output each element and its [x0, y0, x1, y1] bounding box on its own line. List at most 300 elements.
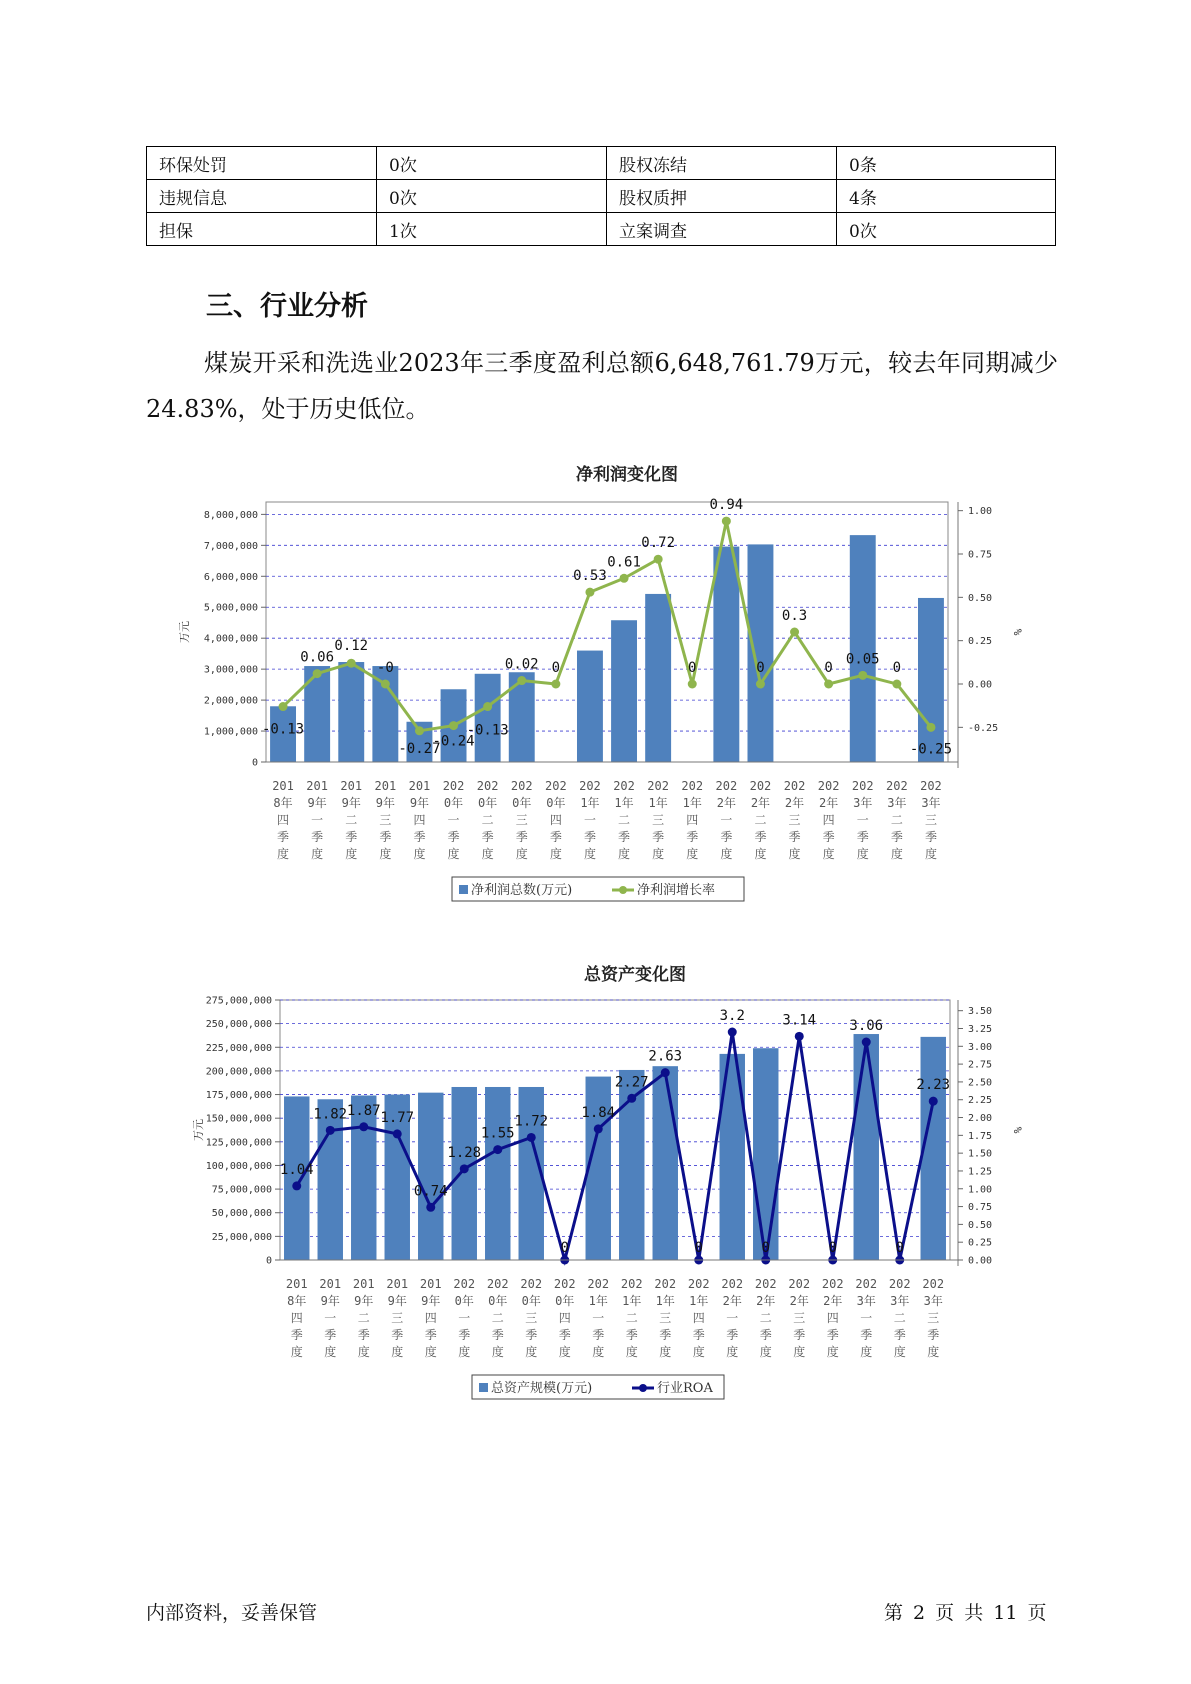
x-tick-label: 四	[277, 813, 290, 827]
y-axis-title: 万元	[192, 1119, 205, 1141]
y2-tick-label: 1.50	[968, 1148, 993, 1160]
x-tick-label: 季	[856, 830, 869, 844]
bar	[418, 1093, 443, 1260]
y-tick-label: 100,000,000	[205, 1160, 272, 1172]
x-tick-label: 1年	[580, 796, 600, 810]
x-tick-label: 季	[686, 830, 699, 844]
legend-bar-label: 净利润总数(万元)	[471, 883, 573, 898]
series-point	[460, 1164, 469, 1173]
x-tick-label: 8年	[273, 796, 293, 810]
x-tick-label: 度	[860, 1345, 873, 1359]
data-label: 0.3	[781, 608, 808, 624]
x-tick-label: 201	[285, 1277, 308, 1291]
data-label: 1.72	[514, 1113, 549, 1130]
data-label: 0	[895, 1240, 904, 1256]
x-tick-label: 一	[311, 813, 324, 827]
x-tick-label: 3年	[853, 796, 873, 810]
x-tick-label: 一	[860, 1311, 873, 1325]
y2-tick-label: 1.25	[968, 1166, 993, 1178]
x-tick-label: 季	[720, 830, 733, 844]
section-title: 三、行业分析	[206, 291, 368, 322]
x-tick-label: 季	[558, 1328, 571, 1342]
y2-tick-label: 2.75	[968, 1059, 993, 1071]
data-label: 0	[688, 660, 697, 676]
x-tick-label: 度	[549, 847, 562, 861]
series-point	[722, 517, 731, 526]
x-tick-label: 三	[515, 813, 528, 827]
y2-tick-label: 0.00	[968, 679, 993, 691]
footer-confidential-note: 内部资料，妥善保管	[146, 1602, 318, 1624]
total-assets-chart	[0, 952, 1191, 1422]
y-tick-label: 75,000,000	[211, 1184, 272, 1196]
series-point	[279, 702, 288, 711]
x-tick-label: 202	[545, 779, 567, 793]
data-label: 3.06	[849, 1018, 884, 1035]
y-tick-label: 3,000,000	[203, 664, 258, 676]
x-tick-label: 度	[515, 847, 528, 861]
x-tick-label: 度	[618, 847, 631, 861]
series-point	[688, 680, 697, 689]
data-label: 1.84	[581, 1104, 616, 1121]
series-point	[415, 726, 424, 735]
x-tick-label: 202	[579, 779, 601, 793]
data-label: 0	[824, 660, 833, 676]
data-label: 1.87	[346, 1102, 381, 1119]
data-label: 1.28	[447, 1144, 482, 1161]
x-tick-label: 季	[793, 1328, 806, 1342]
series-point	[926, 723, 935, 732]
x-tick-label: 202	[920, 779, 942, 793]
x-tick-label: 二	[481, 813, 494, 827]
y2-tick-label: 1.00	[968, 1184, 993, 1196]
info-table-value-cell: 0次	[377, 147, 607, 180]
series-point	[381, 680, 390, 689]
x-tick-label: 202	[647, 779, 669, 793]
y-tick-label: 6,000,000	[203, 571, 258, 583]
x-tick-label: 二	[357, 1311, 370, 1325]
x-tick-label: 1年	[682, 796, 702, 810]
x-tick-label: 二	[754, 813, 767, 827]
legend-bar-swatch	[459, 885, 468, 894]
x-tick-label: 202	[788, 1277, 811, 1291]
x-tick-label: 季	[277, 830, 290, 844]
y2-tick-label: 0.50	[968, 1219, 993, 1231]
x-tick-label: 0年	[512, 796, 532, 810]
x-tick-label: 3年	[887, 796, 907, 810]
x-tick-label: 9年	[320, 1294, 340, 1308]
x-tick-label: 2年	[784, 796, 805, 810]
analysis-paragraph: 煤炭开采和洗选业2023年三季度盈利总额6,648,761.79万元，较去年同期减少24.83%，处于历史低位。	[146, 349, 1058, 423]
y-tick-label: 25,000,000	[211, 1231, 272, 1243]
series-point	[620, 574, 629, 583]
series-point	[728, 1028, 737, 1037]
y2-tick-label: 0.25	[968, 636, 993, 648]
series-point	[527, 1133, 536, 1142]
x-tick-label: 202	[754, 1277, 777, 1291]
data-label: 2.63	[648, 1048, 683, 1065]
x-tick-label: 度	[357, 1345, 370, 1359]
x-tick-label: 度	[856, 847, 869, 861]
series-point	[426, 1203, 435, 1212]
x-tick-label: 202	[520, 1277, 543, 1291]
data-label: 0	[761, 1240, 770, 1256]
x-tick-label: 度	[659, 1345, 672, 1359]
x-tick-label: 1年	[648, 796, 668, 810]
legend-bar-swatch	[479, 1383, 488, 1392]
info-table-label-cell: 担保	[147, 213, 377, 246]
x-tick-label: 度	[311, 847, 324, 861]
x-tick-label: 度	[788, 847, 801, 861]
x-tick-label: 季	[754, 830, 767, 844]
series-point	[347, 659, 356, 668]
x-tick-label: 1年	[588, 1294, 608, 1308]
chart-title: 净利润变化图	[576, 465, 678, 485]
x-tick-label: 三	[652, 813, 665, 827]
x-tick-label: 3年	[921, 796, 941, 810]
x-tick-label: 季	[583, 830, 596, 844]
series-point	[449, 721, 458, 730]
data-label: 1.77	[380, 1109, 415, 1126]
x-tick-label: 202	[486, 1277, 509, 1291]
info-table-label-cell: 股权冻结	[607, 147, 837, 180]
x-tick-label: 四	[549, 813, 562, 827]
x-tick-label: 8年	[287, 1294, 307, 1308]
legend-line-label: 行业ROA	[657, 1381, 713, 1396]
info-table-label-cell: 股权质押	[607, 180, 837, 213]
info-table-label-cell: 立案调查	[607, 213, 837, 246]
x-tick-label: 季	[515, 830, 528, 844]
info-table-row	[147, 213, 1056, 246]
x-tick-label: 四	[290, 1311, 303, 1325]
y-tick-label: 125,000,000	[205, 1137, 272, 1149]
legend-line-label: 净利润增长率	[637, 883, 716, 898]
x-tick-label: 度	[277, 847, 290, 861]
x-tick-label: 四	[692, 1311, 705, 1325]
x-tick-label: 度	[491, 1345, 504, 1359]
bar	[485, 1087, 510, 1260]
data-label: 0.94	[709, 497, 744, 514]
data-label: 2.23	[916, 1077, 951, 1094]
y2-tick-label: 1.75	[968, 1130, 993, 1142]
x-tick-label: 度	[826, 1345, 839, 1359]
x-tick-label: 2年	[756, 1294, 776, 1308]
y-tick-label: 200,000,000	[205, 1066, 272, 1078]
x-tick-label: 季	[481, 830, 494, 844]
data-label: 3.2	[719, 1008, 745, 1025]
data-label: 0.61	[607, 554, 641, 571]
series-point	[756, 680, 765, 689]
x-tick-label: 度	[424, 1345, 437, 1359]
x-tick-label: 202	[886, 779, 908, 793]
info-table-row	[147, 147, 1056, 180]
x-tick-label: 201	[419, 1277, 442, 1291]
bar	[918, 598, 944, 762]
x-tick-label: 度	[525, 1345, 538, 1359]
y2-tick-label: -0.25	[968, 722, 999, 734]
x-tick-label: 9年	[409, 796, 430, 810]
x-tick-label: 季	[592, 1328, 605, 1342]
series-point	[585, 588, 594, 597]
series-point	[326, 1126, 335, 1135]
info-table-value-cell: 4条	[837, 180, 1056, 213]
data-label: -0.25	[909, 741, 953, 758]
x-tick-label: 一	[720, 813, 733, 827]
x-tick-label: 201	[408, 779, 431, 793]
x-tick-label: 四	[686, 813, 699, 827]
y-axis-title: 万元	[178, 621, 191, 643]
x-tick-label: 201	[374, 779, 397, 793]
x-tick-label: 201	[306, 779, 328, 793]
y2-axis-title: %	[1011, 1126, 1024, 1134]
x-tick-label: 1年	[655, 1294, 675, 1308]
x-tick-label: 三	[793, 1311, 806, 1325]
x-tick-label: 季	[357, 1328, 370, 1342]
footer-page-number: 第 2 页 共 11 页	[884, 1602, 1047, 1624]
bar	[351, 1095, 376, 1260]
bar	[452, 1087, 477, 1260]
series-point	[862, 1038, 871, 1047]
bar	[475, 674, 501, 762]
y-tick-label: 50,000,000	[211, 1208, 272, 1220]
data-label: 3.14	[782, 1012, 817, 1029]
series-point	[594, 1124, 603, 1133]
x-tick-label: 9年	[421, 1294, 441, 1308]
y2-tick-label: 0.50	[968, 592, 993, 604]
legend-line-marker	[639, 1384, 647, 1392]
data-label: 1.04	[279, 1161, 314, 1178]
chart-title: 总资产变化图	[584, 965, 686, 985]
series-point	[892, 680, 901, 689]
x-tick-label: 202	[821, 1277, 844, 1291]
x-tick-label: 季	[659, 1328, 672, 1342]
x-tick-label: 201	[340, 779, 363, 793]
y2-tick-label: 0.75	[968, 1202, 993, 1214]
x-tick-label: 9年	[387, 1294, 407, 1308]
x-tick-label: 201	[352, 1277, 375, 1291]
x-tick-label: 季	[324, 1328, 337, 1342]
x-tick-label: 季	[391, 1328, 404, 1342]
series-point	[824, 680, 833, 689]
data-label: 0	[892, 660, 902, 676]
x-tick-label: 三	[927, 1311, 940, 1325]
x-tick-label: 2年	[722, 1294, 742, 1308]
info-table-label-cell: 违规信息	[147, 180, 377, 213]
x-tick-label: 一	[583, 813, 596, 827]
x-tick-label: 四	[826, 1311, 839, 1325]
series-point	[661, 1068, 670, 1077]
data-label: -0	[376, 660, 394, 676]
x-tick-label: 9年	[341, 796, 361, 810]
y-tick-label: 150,000,000	[205, 1113, 272, 1125]
x-tick-label: 度	[924, 847, 937, 861]
x-tick-label: 202	[749, 779, 772, 793]
x-tick-label: 9年	[354, 1294, 374, 1308]
x-tick-label: 2年	[789, 1294, 809, 1308]
x-tick-label: 0年	[521, 1294, 541, 1308]
data-label: 0	[694, 1240, 703, 1256]
x-tick-label: 9年	[307, 796, 327, 810]
y-tick-label: 225,000,000	[205, 1042, 272, 1054]
x-tick-label: 1年	[689, 1294, 709, 1308]
x-tick-label: 三	[379, 813, 392, 827]
y2-tick-label: 1.00	[968, 506, 993, 518]
x-tick-label: 二	[625, 1311, 638, 1325]
x-tick-label: 季	[625, 1328, 638, 1342]
x-tick-label: 202	[654, 1277, 677, 1291]
x-tick-label: 度	[625, 1345, 638, 1359]
legend-line-marker	[619, 886, 627, 894]
y-tick-label: 7,000,000	[203, 540, 258, 552]
x-tick-label: 度	[447, 847, 460, 861]
info-table-label-cell: 环保处罚	[147, 147, 377, 180]
x-tick-label: 202	[453, 1277, 476, 1291]
bar	[854, 1034, 879, 1260]
x-tick-label: 季	[458, 1328, 471, 1342]
x-tick-label: 3年	[923, 1294, 943, 1308]
x-tick-label: 度	[890, 847, 903, 861]
bar	[318, 1099, 343, 1260]
y-tick-label: 4,000,000	[203, 633, 258, 645]
data-label: -0.27	[398, 740, 441, 757]
y-tick-label: 0	[265, 1255, 272, 1267]
x-tick-label: 202	[783, 779, 806, 793]
x-tick-label: 季	[618, 830, 631, 844]
y-tick-label: 2,000,000	[203, 695, 258, 707]
x-tick-label: 202	[476, 779, 499, 793]
info-table-row	[147, 180, 1056, 213]
series-point	[493, 1145, 502, 1154]
x-tick-label: 度	[726, 1345, 739, 1359]
x-tick-label: 季	[822, 830, 835, 844]
x-tick-label: 2年	[750, 796, 771, 810]
y-tick-label: 275,000,000	[205, 995, 272, 1007]
series-point	[858, 671, 867, 680]
x-tick-label: 202	[888, 1277, 911, 1291]
x-tick-label: 202	[587, 1277, 610, 1291]
x-tick-label: 四	[424, 1311, 437, 1325]
y2-tick-label: 3.50	[968, 1006, 993, 1018]
x-tick-label: 度	[793, 1345, 806, 1359]
series-point	[790, 628, 799, 637]
data-label: 0	[756, 660, 765, 676]
data-label: -0.13	[261, 721, 305, 738]
x-tick-label: 度	[592, 1345, 605, 1359]
x-tick-label: 一	[447, 813, 460, 827]
x-tick-label: 度	[583, 847, 596, 861]
x-tick-label: 2年	[819, 796, 839, 810]
data-label: 0.12	[334, 638, 369, 655]
bar	[611, 620, 637, 762]
x-tick-label: 季	[379, 830, 392, 844]
y2-tick-label: 2.50	[968, 1077, 993, 1089]
x-tick-label: 度	[481, 847, 494, 861]
x-tick-label: 季	[826, 1328, 839, 1342]
x-tick-label: 度	[720, 847, 733, 861]
data-label: 0	[828, 1240, 837, 1256]
data-label: 1.82	[313, 1106, 348, 1123]
x-tick-label: 度	[458, 1345, 471, 1359]
x-tick-label: 202	[687, 1277, 710, 1291]
series-point	[359, 1122, 368, 1131]
x-tick-label: 二	[345, 813, 358, 827]
x-tick-label: 202	[553, 1277, 576, 1291]
x-tick-label: 一	[856, 813, 869, 827]
x-tick-label: 三	[659, 1311, 672, 1325]
x-tick-label: 度	[391, 1345, 404, 1359]
bar	[713, 547, 739, 762]
legend-bar-label: 总资产规模(万元)	[491, 1381, 593, 1396]
y-tick-label: 8,000,000	[203, 509, 258, 521]
x-tick-label: 一	[726, 1311, 739, 1325]
x-tick-label: 季	[893, 1328, 906, 1342]
info-table-value-cell: 0条	[837, 147, 1056, 180]
x-tick-label: 季	[726, 1328, 739, 1342]
x-tick-label: 度	[290, 1345, 303, 1359]
bar	[338, 662, 364, 762]
x-tick-label: 202	[721, 1277, 744, 1291]
x-tick-label: 度	[686, 847, 699, 861]
x-tick-label: 202	[851, 779, 874, 793]
series-point	[483, 702, 492, 711]
x-tick-label: 二	[893, 1311, 906, 1325]
x-tick-label: 0年	[555, 1294, 575, 1308]
data-label: 0.72	[641, 535, 676, 552]
y2-tick-label: 2.25	[968, 1095, 993, 1107]
data-label: 0.53	[573, 568, 607, 585]
x-tick-label: 2年	[823, 1294, 843, 1308]
x-tick-label: 季	[788, 830, 801, 844]
x-tick-label: 三	[525, 1311, 538, 1325]
x-tick-label: 季	[345, 830, 358, 844]
plot-area	[266, 502, 948, 762]
info-table	[146, 146, 1056, 246]
bar	[645, 594, 671, 762]
bar	[284, 1096, 309, 1260]
data-label: 0.06	[300, 649, 335, 666]
x-tick-label: 季	[927, 1328, 940, 1342]
x-tick-label: 度	[413, 847, 426, 861]
x-tick-label: 度	[893, 1345, 906, 1359]
x-tick-label: 季	[424, 1328, 437, 1342]
series-point	[795, 1032, 804, 1041]
x-tick-label: 四	[558, 1311, 571, 1325]
data-label: -0.13	[466, 722, 509, 739]
y-tick-label: 5,000,000	[203, 602, 258, 614]
x-tick-label: 季	[692, 1328, 705, 1342]
x-tick-label: 0年	[546, 796, 566, 810]
data-label: -0.24	[432, 733, 475, 750]
x-tick-label: 度	[927, 1345, 940, 1359]
series-point	[627, 1094, 636, 1103]
x-tick-label: 1年	[622, 1294, 642, 1308]
x-tick-label: 1年	[614, 796, 634, 810]
y2-tick-label: 0.00	[968, 1255, 993, 1267]
info-table-value-cell: 0次	[377, 180, 607, 213]
y2-tick-label: 2.00	[968, 1113, 993, 1125]
x-tick-label: 四	[413, 813, 426, 827]
x-tick-label: 度	[652, 847, 665, 861]
data-label: 1.55	[480, 1125, 515, 1142]
y2-axis-title: %	[1011, 628, 1024, 636]
x-tick-label: 201	[386, 1277, 409, 1291]
y2-tick-label: 0.75	[968, 549, 993, 561]
x-tick-label: 季	[549, 830, 562, 844]
x-tick-label: 一	[592, 1311, 605, 1325]
x-tick-label: 201	[319, 1277, 342, 1291]
x-tick-label: 度	[692, 1345, 705, 1359]
x-tick-label: 季	[652, 830, 665, 844]
series-point	[517, 676, 526, 685]
